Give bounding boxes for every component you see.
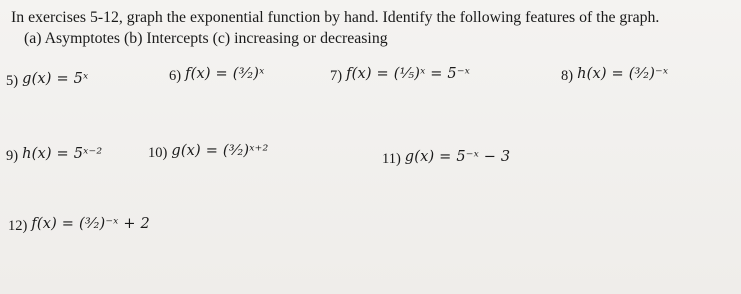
exercise-expression: f(x) = (¹⁄₅)ˣ = 5⁻ˣ bbox=[346, 66, 471, 82]
exercise-expression: f(x) = (³⁄₂)ˣ bbox=[185, 66, 265, 82]
exercise-expression: g(x) = 5ˣ bbox=[22, 71, 89, 87]
exercise-number: 11) bbox=[382, 151, 401, 167]
exercise-9 bbox=[6, 145, 102, 165]
exercise-number: 10) bbox=[148, 145, 168, 161]
exercise-expression: g(x) = 5⁻ˣ − 3 bbox=[404, 149, 511, 165]
exercise-expression: h(x) = 5ˣ⁻² bbox=[22, 146, 103, 162]
exercise-number: 7) bbox=[330, 68, 343, 84]
exercise-10 bbox=[148, 142, 268, 162]
instructions-intro: In exercises 5-12, graph the exponential function by hand. Identify the following features of the graph. bbox=[11, 9, 660, 26]
exercise-5 bbox=[6, 70, 88, 90]
instructions-features: (a) Asymptotes (b) Intercepts (c) increasing or decreasing bbox=[24, 30, 388, 47]
exercise-number: 5) bbox=[6, 73, 19, 89]
exercise-expression: h(x) = (³⁄₂)⁻ˣ bbox=[577, 66, 669, 82]
exercise-expression: g(x) = (³⁄₂)ˣ⁺² bbox=[171, 143, 269, 159]
exercise-number: 8) bbox=[561, 68, 574, 84]
exercise-6 bbox=[169, 65, 264, 85]
exercise-8 bbox=[561, 65, 668, 85]
exercise-number: 12) bbox=[8, 218, 28, 234]
exercise-number: 6) bbox=[169, 68, 182, 84]
exercise-7 bbox=[330, 65, 470, 85]
exercise-11 bbox=[382, 148, 510, 168]
exercise-expression: f(x) = (³⁄₂)⁻ˣ + 2 bbox=[31, 216, 150, 232]
exercise-number: 9) bbox=[6, 148, 19, 164]
exercise-12 bbox=[8, 215, 150, 235]
